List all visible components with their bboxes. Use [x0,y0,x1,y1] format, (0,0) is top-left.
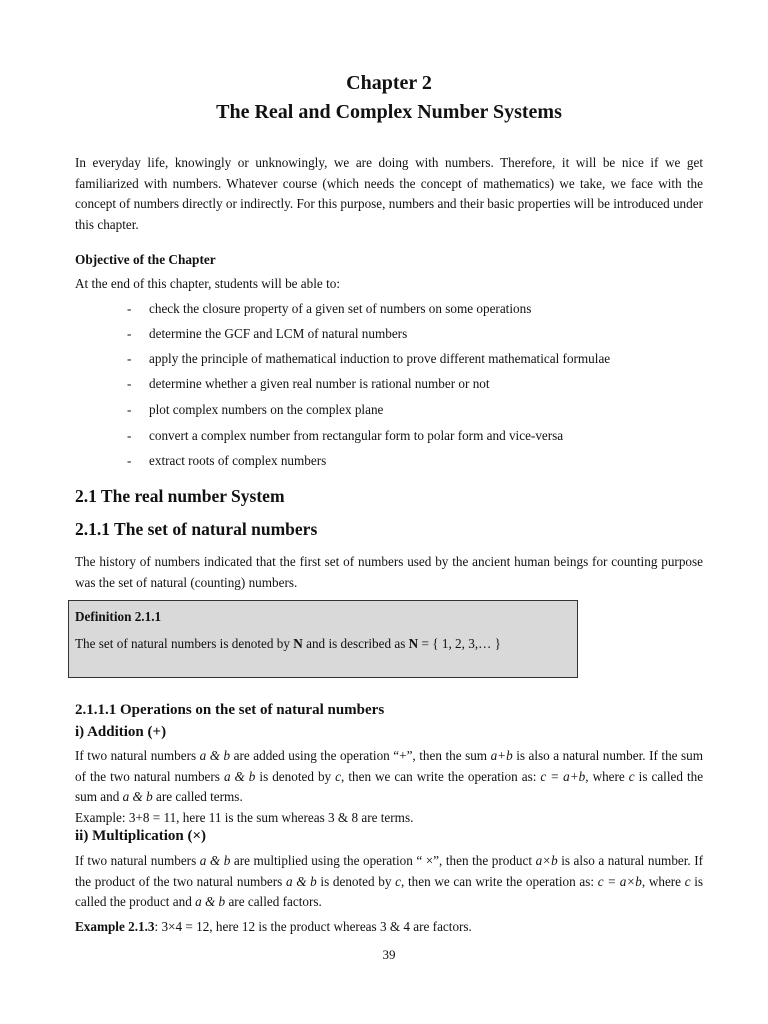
section-heading: 2.1 The real number System [75,486,285,506]
subsection-heading: 2.1.1 The set of natural numbers [75,519,318,539]
natural-intro-paragraph: The history of numbers indicated that the first set of numbers used by the ancient human beings for counting purpose was the set of natural (counting) numbers. [75,554,703,590]
definition-title: Definition 2.1.1 [75,609,162,624]
list-item: - apply the principle of mathematical induction to prove different mathematical formulae [127,351,611,366]
list-item: - check the closure property of a given set of numbers on some operations [127,301,532,316]
operations-heading: 2.1.1.1 Operations on the set of natural numbers [75,702,385,718]
addition-example: Example: 3+8 = 11, here 11 is the sum whereas 3 & 8 are terms. [75,809,414,825]
definition-text: The set of natural numbers is denoted by N and is described as N = { 1, 2, 3,… } [75,636,501,651]
list-item: - extract roots of complex numbers [127,453,327,468]
objective-lead: At the end of this chapter, students will be able to: [75,276,340,291]
chapter-title: The Real and Complex Number Systems [216,101,562,123]
multiplication-example: Example 2.1.3: 3×4 = 12, here 12 is the product whereas 3 & 4 are factors. [75,919,472,934]
list-item: - convert a complex number from rectangular form to polar form and vice-versa [127,428,564,443]
chapter-label: Chapter 2 [346,72,432,94]
list-item: - determine whether a given real number is rational number or not [127,376,490,391]
list-item: - determine the GCF and LCM of natural numbers [127,326,408,341]
intro-paragraph: In everyday life, knowingly or unknowingly, we are doing with numbers. Therefore, it will be nice if we get familiarized with numbers. Whatever course (which needs the concept of mathematics) we take, we face with the concept of numbers directly or indirectly. For this purpose, numbers and their basic properties will be introduced under this chapter. [75,155,703,232]
list-item: - plot complex numbers on the complex plane [127,402,384,417]
definition-box [68,600,578,678]
multiplication-paragraph: If two natural numbers a & b are multiplied using the operation “ ×”, then the product a×b is also a natural number. If the product of the two natural numbers a & b is denoted by c, then we can write the operation as: c = a×b, where c is called the product and a & b are called factors. [75,853,704,909]
page-number: 39 [382,947,396,962]
addition-heading: i) Addition (+) [75,724,167,740]
addition-paragraph: If two natural numbers a & b are added using the operation “+”, then the sum a+b is also a natural number. If the sum of the two natural numbers a & b is denoted by c, then we can write the operation as: c = a+b, where c is called the sum and a & b are called terms. [75,748,704,804]
objective-heading: Objective of the Chapter [75,252,216,267]
multiplication-heading: ii) Multiplication (×) [75,828,207,844]
